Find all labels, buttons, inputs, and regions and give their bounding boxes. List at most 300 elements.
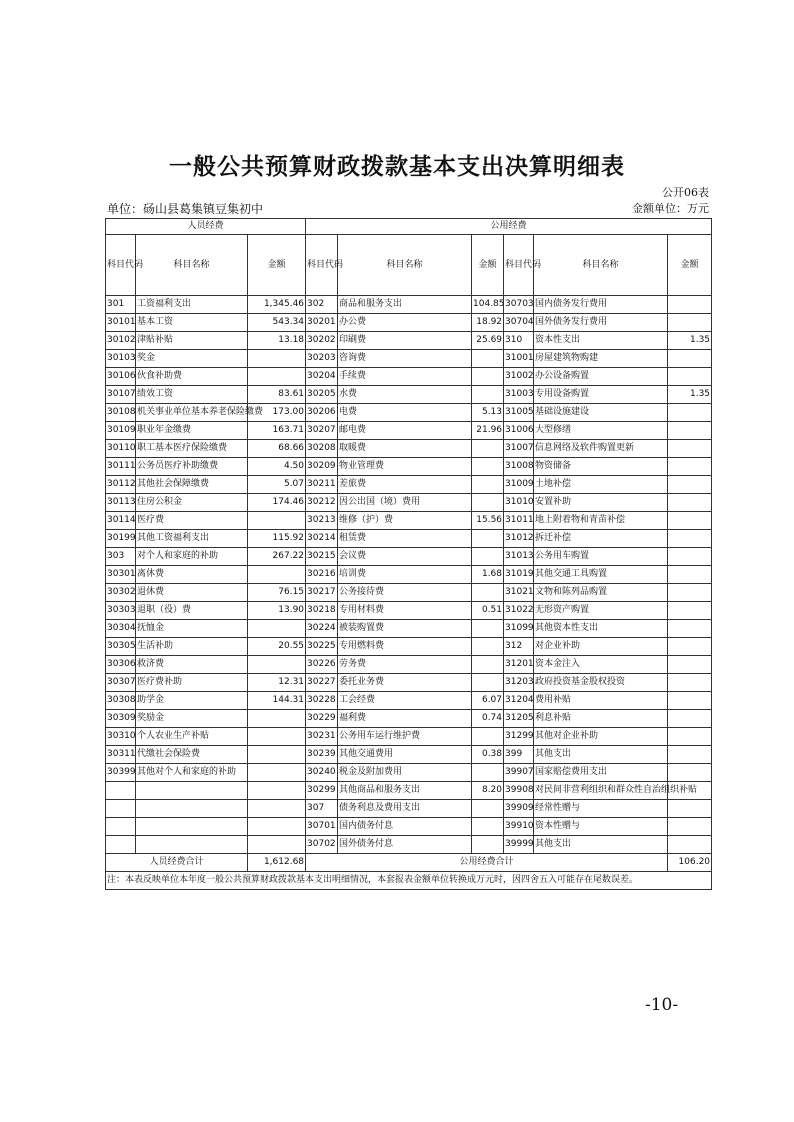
cell-amount: 1.68 [472,566,504,584]
cell-name: 委托业务费 [338,674,472,692]
column-header-row [106,235,712,296]
cell-name: 专用燃料费 [338,638,472,656]
cell-name: 抚恤金 [136,620,248,638]
cell-name: 其他支出 [534,836,668,854]
cell-amount: 18.92 [472,314,504,332]
cell-name: 工资福利支出 [136,296,248,314]
table-note: 注：本表反映单位本年度一般公共预算财政拨款基本支出明细情况，本套报表金额单位转换成万元时，因四舍五入可能存在尾数误差。 [106,872,712,890]
page-number: -10- [645,995,679,1015]
cell-name [136,782,248,800]
cell-code: 30310 [106,728,136,746]
cell-amount: 76.15 [248,584,306,602]
col-header-code: 科目代码 [306,235,338,296]
cell-amount: 163.71 [248,422,306,440]
cell-code: 30207 [306,422,338,440]
cell-amount [248,512,306,530]
cell-amount [668,692,712,710]
col-header-amount: 金额 [248,235,306,296]
cell-name: 其他支出 [534,746,668,764]
form-number: 公开06表 [662,186,709,199]
cell-name: 公务用车购置 [534,548,668,566]
cell-code: 30208 [306,440,338,458]
col-header-name: 科目名称 [534,235,668,296]
cell-code: 30101 [106,314,136,332]
cell-code: 307 [306,800,338,818]
table-row [106,584,712,602]
cell-name: 文物和陈列品购置 [534,584,668,602]
cell-code: 31299 [504,728,534,746]
cell-code: 31019 [504,566,534,584]
table-row [106,638,712,656]
table-row [106,350,712,368]
cell-name: 公务接待费 [338,584,472,602]
cell-code: 30205 [306,386,338,404]
cell-code: 30311 [106,746,136,764]
cell-code: 30703 [504,296,534,314]
cell-name: 福利费 [338,710,472,728]
cell-amount [668,476,712,494]
cell-name: 离休费 [136,566,248,584]
table-row [106,548,712,566]
cell-amount [668,836,712,854]
cell-name: 租赁费 [338,530,472,548]
cell-amount [668,602,712,620]
cell-code: 30216 [306,566,338,584]
cell-name: 培训费 [338,566,472,584]
cell-amount: 104.85 [472,296,504,314]
cell-name: 资本金注入 [534,656,668,674]
cell-code: 31001 [504,350,534,368]
cell-code: 39907 [504,764,534,782]
cell-name: 专用设备购置 [534,386,668,404]
cell-amount [668,728,712,746]
table-row [106,296,712,314]
cell-code: 30301 [106,566,136,584]
cell-code: 30107 [106,386,136,404]
cell-amount [472,836,504,854]
cell-code: 31201 [504,656,534,674]
cell-name: 伙食补助费 [136,368,248,386]
col-header-amount: 金额 [668,235,712,296]
cell-code: 30240 [306,764,338,782]
cell-name: 代缴社会保险费 [136,746,248,764]
cell-amount: 15.56 [472,512,504,530]
cell-amount: 68.66 [248,440,306,458]
cell-amount [668,620,712,638]
cell-code: 31006 [504,422,534,440]
cell-code: 30199 [106,530,136,548]
cell-code: 31002 [504,368,534,386]
cell-name: 地上附着物和青苗补偿 [534,512,668,530]
expenditure-table [105,218,712,890]
cell-amount [472,728,504,746]
cell-code: 30114 [106,512,136,530]
cell-name: 无形资产购置 [534,602,668,620]
cell-code: 30228 [306,692,338,710]
cell-code: 30214 [306,530,338,548]
cell-name: 物业管理费 [338,458,472,476]
cell-code: 39910 [504,818,534,836]
cell-code: 30305 [106,638,136,656]
cell-amount: 13.90 [248,602,306,620]
cell-name: 对民间非营利组织和群众性自治组织补贴 [534,782,668,800]
cell-name: 基础设施建设 [534,404,668,422]
cell-name: 生活补助 [136,638,248,656]
cell-name: 其他资本性支出 [534,620,668,638]
cell-name: 手续费 [338,368,472,386]
cell-name: 差旅费 [338,476,472,494]
cell-amount: 0.51 [472,602,504,620]
personnel-total-label: 人员经费合计 [106,854,248,872]
cell-name [136,818,248,836]
cell-name: 国家赔偿费用支出 [534,764,668,782]
cell-code: 301 [106,296,136,314]
col-header-name: 科目名称 [136,235,248,296]
cell-amount: 173.00 [248,404,306,422]
cell-name: 资本性赠与 [534,818,668,836]
cell-name: 救济费 [136,656,248,674]
cell-code: 30399 [106,764,136,782]
cell-name: 印刷费 [338,332,472,350]
cell-code: 31011 [504,512,534,530]
personnel-total-value: 1,612.68 [248,854,306,872]
cell-name: 助学金 [136,692,248,710]
cell-code: 31007 [504,440,534,458]
col-header-code: 科目代码 [106,235,136,296]
cell-name: 职业年金缴费 [136,422,248,440]
table-row [106,710,712,728]
cell-name: 其他对个人和家庭的补助 [136,764,248,782]
cell-name: 其他交通费用 [338,746,472,764]
cell-code: 30303 [106,602,136,620]
cell-code: 30231 [306,728,338,746]
cell-name: 安置补助 [534,494,668,512]
cell-amount [472,458,504,476]
cell-name: 工会经费 [338,692,472,710]
personnel-section-header: 人员经费 [106,219,306,235]
cell-code: 30225 [306,638,338,656]
cell-amount: 12.31 [248,674,306,692]
table-row [106,494,712,512]
cell-amount [472,620,504,638]
cell-amount [668,566,712,584]
cell-code: 312 [504,638,534,656]
cell-code: 30704 [504,314,534,332]
cell-code: 30226 [306,656,338,674]
cell-code: 30203 [306,350,338,368]
cell-code: 310 [504,332,534,350]
table-row [106,800,712,818]
cell-amount: 0.74 [472,710,504,728]
table-row [106,368,712,386]
cell-amount: 13.18 [248,332,306,350]
page-title: 一般公共预算财政拨款基本支出决算明细表 [169,154,625,180]
cell-code: 30206 [306,404,338,422]
cell-code: 30109 [106,422,136,440]
section-header-row [106,219,712,235]
cell-code: 30309 [106,710,136,728]
cell-amount [668,296,712,314]
cell-name: 医疗费补助 [136,674,248,692]
cell-code: 30112 [106,476,136,494]
cell-name: 专用材料费 [338,602,472,620]
cell-amount [668,458,712,476]
cell-amount: 25.69 [472,332,504,350]
cell-name: 资本性支出 [534,332,668,350]
cell-code: 31022 [504,602,534,620]
cell-name: 奖励金 [136,710,248,728]
cell-code: 30202 [306,332,338,350]
cell-amount: 21.96 [472,422,504,440]
cell-code: 30229 [306,710,338,728]
cell-name: 国外债务付息 [338,836,472,854]
cell-amount [668,440,712,458]
cell-name: 机关事业单位基本养老保险缴费 [136,404,248,422]
cell-amount: 1.35 [668,332,712,350]
cell-name: 利息补贴 [534,710,668,728]
table-row [106,314,712,332]
col-header-name: 科目名称 [338,235,472,296]
cell-name: 公务用车运行维护费 [338,728,472,746]
cell-name: 国内债务发行费用 [534,296,668,314]
cell-name: 其他商品和服务支出 [338,782,472,800]
table-row [106,386,712,404]
cell-name: 退休费 [136,584,248,602]
table-row [106,440,712,458]
cell-name: 国外债务发行费用 [534,314,668,332]
cell-code: 31012 [504,530,534,548]
cell-name: 其他交通工具购置 [534,566,668,584]
cell-amount [248,656,306,674]
cell-amount [668,494,712,512]
cell-code: 31009 [504,476,534,494]
cell-code [106,800,136,818]
cell-code: 39999 [504,836,534,854]
cell-code: 30103 [106,350,136,368]
cell-amount: 5.13 [472,404,504,422]
table-row [106,422,712,440]
cell-amount [668,656,712,674]
cell-code: 31099 [504,620,534,638]
cell-amount [248,746,306,764]
cell-code: 30304 [106,620,136,638]
cell-amount [668,638,712,656]
cell-code: 31205 [504,710,534,728]
cell-amount: 20.55 [248,638,306,656]
cell-amount [248,710,306,728]
cell-code: 30113 [106,494,136,512]
table-row [106,656,712,674]
cell-code: 31203 [504,674,534,692]
totals-row [106,854,712,872]
cell-amount [668,674,712,692]
cell-amount: 1.35 [668,386,712,404]
cell-name [136,800,248,818]
cell-amount [472,764,504,782]
cell-code: 30217 [306,584,338,602]
cell-code: 30102 [106,332,136,350]
cell-code: 30308 [106,692,136,710]
cell-code: 39909 [504,800,534,818]
cell-name: 水费 [338,386,472,404]
cell-amount [472,386,504,404]
cell-amount [248,728,306,746]
cell-code: 31204 [504,692,534,710]
cell-name: 政府投资基金股权投资 [534,674,668,692]
cell-name: 其他对企业补助 [534,728,668,746]
cell-amount: 1,345.46 [248,296,306,314]
cell-name: 商品和服务支出 [338,296,472,314]
unit-label: 单位：砀山县葛集镇豆集初中 [107,202,264,216]
cell-amount: 83.61 [248,386,306,404]
cell-code: 302 [306,296,338,314]
table-row [106,746,712,764]
cell-name: 奖金 [136,350,248,368]
cell-amount [248,764,306,782]
cell-code: 31013 [504,548,534,566]
cell-amount [472,494,504,512]
cell-name: 拆迁补偿 [534,530,668,548]
table-row [106,674,712,692]
cell-name: 信息网络及软件购置更新 [534,440,668,458]
table-row [106,404,712,422]
cell-name: 其他社会保障缴费 [136,476,248,494]
cell-name: 绩效工资 [136,386,248,404]
cell-amount: 4.50 [248,458,306,476]
cell-name: 电费 [338,404,472,422]
table-row [106,692,712,710]
table-row [106,764,712,782]
cell-code: 30108 [106,404,136,422]
public-section-header: 公用经费 [306,219,712,235]
cell-amount [248,836,306,854]
cell-name: 基本工资 [136,314,248,332]
table-row [106,476,712,494]
cell-name: 医疗费 [136,512,248,530]
table-row [106,818,712,836]
cell-amount [668,584,712,602]
cell-code: 30212 [306,494,338,512]
cell-name: 会议费 [338,548,472,566]
cell-code: 30299 [306,782,338,800]
cell-code: 30106 [106,368,136,386]
cell-name: 对企业补助 [534,638,668,656]
cell-name: 债务利息及费用支出 [338,800,472,818]
cell-code [106,782,136,800]
cell-code: 31003 [504,386,534,404]
cell-code [106,836,136,854]
cell-amount: 174.46 [248,494,306,512]
cell-amount: 543.34 [248,314,306,332]
cell-amount [668,350,712,368]
cell-amount [668,818,712,836]
table-row [106,530,712,548]
cell-amount [472,674,504,692]
cell-name: 经常性赠与 [534,800,668,818]
cell-code [106,818,136,836]
cell-amount [668,800,712,818]
cell-amount: 5.07 [248,476,306,494]
cell-name: 住房公积金 [136,494,248,512]
note-row [106,872,712,890]
cell-name: 费用补贴 [534,692,668,710]
cell-name: 土地补偿 [534,476,668,494]
cell-code: 30201 [306,314,338,332]
cell-amount [248,818,306,836]
cell-code: 30215 [306,548,338,566]
table-row [106,620,712,638]
cell-name: 房屋建筑物购建 [534,350,668,368]
cell-code: 30218 [306,602,338,620]
cell-amount [472,548,504,566]
cell-amount [472,638,504,656]
cell-amount [472,800,504,818]
cell-name: 津贴补贴 [136,332,248,350]
cell-amount [248,368,306,386]
cell-amount [668,710,712,728]
cell-amount [248,620,306,638]
table-row [106,602,712,620]
table-row [106,332,712,350]
cell-code: 30111 [106,458,136,476]
cell-amount: 6.07 [472,692,504,710]
cell-amount [668,422,712,440]
cell-code: 30227 [306,674,338,692]
table-row [106,728,712,746]
cell-name: 办公设备购置 [534,368,668,386]
amount-unit-label: 金额单位：万元 [632,202,709,215]
cell-amount [472,584,504,602]
col-header-code: 科目代码 [504,235,534,296]
col-header-amount: 金额 [472,235,504,296]
cell-code: 30204 [306,368,338,386]
cell-code: 31010 [504,494,534,512]
cell-amount [668,512,712,530]
cell-name: 被装购置费 [338,620,472,638]
cell-name: 因公出国（境）费用 [338,494,472,512]
cell-amount: 0.38 [472,746,504,764]
cell-amount [472,440,504,458]
cell-name: 个人农业生产补贴 [136,728,248,746]
cell-amount: 267.22 [248,548,306,566]
cell-code: 30306 [106,656,136,674]
table-row [106,458,712,476]
cell-code: 31021 [504,584,534,602]
public-total-value: 106.20 [668,854,712,872]
cell-name: 物资储备 [534,458,668,476]
cell-name: 大型修缮 [534,422,668,440]
cell-code: 30302 [106,584,136,602]
cell-name: 对个人和家庭的补助 [136,548,248,566]
cell-name: 其他工资福利支出 [136,530,248,548]
cell-code: 30211 [306,476,338,494]
cell-amount [472,530,504,548]
cell-name: 咨询费 [338,350,472,368]
cell-amount [668,314,712,332]
cell-amount [472,818,504,836]
cell-code: 30701 [306,818,338,836]
cell-amount [248,566,306,584]
cell-code: 399 [504,746,534,764]
cell-amount: 144.31 [248,692,306,710]
cell-code: 30307 [106,674,136,692]
cell-amount [248,782,306,800]
cell-name: 邮电费 [338,422,472,440]
cell-code: 30702 [306,836,338,854]
cell-name: 劳务费 [338,656,472,674]
cell-code: 30209 [306,458,338,476]
cell-name: 维修（护）费 [338,512,472,530]
